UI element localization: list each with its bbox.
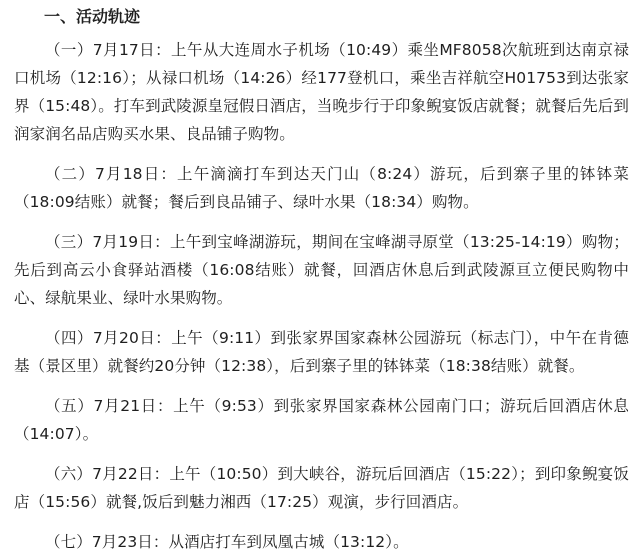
section-heading: 一、活动轨迹 (44, 7, 141, 26)
itinerary-entry-day-6: （六）7月22日：上午（10:50）到大峡谷，游玩后回酒店（15:22）；到印象鲵宴饭店（15:56）就餐,饭后到魅力湘西（17:25）观演，步行回酒店。 (14, 465, 629, 511)
itinerary-entry-day-1: （一）7月17日：上午从大连周水子机场（10:49）乘坐MF8058次航班到达南京禄口机场（12:16）；从禄口机场（14:26）经177登机口，乘坐吉祥航空H01753到达张家界（15:48）。打车到武陵源皇冠假日酒店，当晚步行于印象鲵宴饭店就餐；就餐后先后到润家润名品店购买水果、良品铺子购物。 (14, 41, 629, 143)
itinerary-entry-day-5: （五）7月21日：上午（9:53）到张家界国家森林公园南门口；游玩后回酒店休息（14:07）。 (14, 397, 629, 443)
itinerary-entry-day-7: （七）7月23日：从酒店打车到凤凰古城（13:12）。 (45, 533, 409, 551)
itinerary-entry-day-2: （二）7月18日：上午滴滴打车到达天门山（8:24）游玩，后到寨子里的钵钵菜（18:09结账）就餐；餐后到良品铺子、绿叶水果（18:34）购物。 (14, 165, 629, 211)
itinerary-entry-day-4: （四）7月20日：上午（9:11）到张家界国家森林公园游玩（标志门），中午在肯德基（景区里）就餐约20分钟（12:38），后到寨子里的钵钵菜（18:38结账）就餐。 (14, 329, 629, 375)
itinerary-entry-day-3: （三）7月19日：上午到宝峰湖游玩，期间在宝峰湖寻原堂（13:25-14:19）购物；先后到高云小食驿站酒楼（16:08结账）就餐，回酒店休息后到武陵源亘立便民购物中心、绿航果业、绿叶水果购物。 (14, 233, 629, 307)
